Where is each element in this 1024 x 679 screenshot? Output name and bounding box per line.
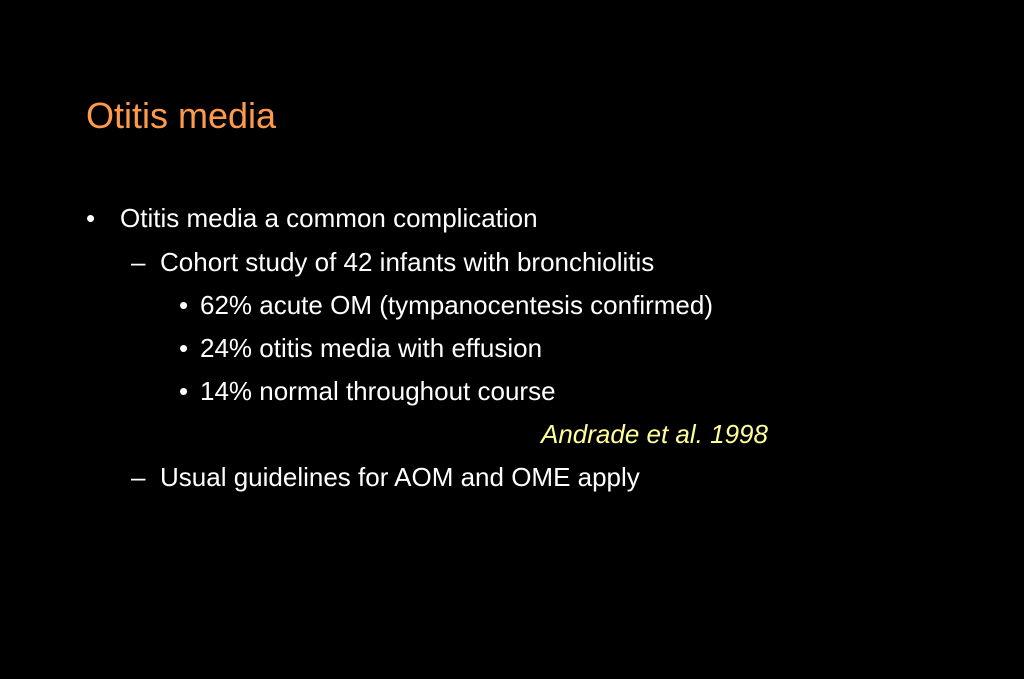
citation: Andrade et al. 1998 [541, 419, 768, 449]
bullet-ome: 24% otitis media with effusion [200, 333, 543, 363]
bullet-marker: • [179, 333, 189, 363]
bullet-usual-guidelines: Usual guidelines for AOM and OME apply [160, 462, 640, 492]
slide-title: Otitis media [86, 95, 277, 136]
bullet-cohort-study: Cohort study of 42 infants with bronchiolitis [160, 247, 655, 277]
bullet-marker: • [179, 376, 189, 406]
bullet-marker: • [86, 203, 96, 233]
dash-marker: – [131, 247, 146, 277]
bullet-marker: • [179, 290, 189, 320]
bullet-acute-om: 62% acute OM (tympanocentesis confirmed) [200, 290, 713, 320]
bullet-otitis-common: Otitis media a common complication [120, 203, 538, 233]
bullet-normal-course: 14% normal throughout course [200, 376, 556, 406]
dash-marker: – [131, 462, 146, 492]
